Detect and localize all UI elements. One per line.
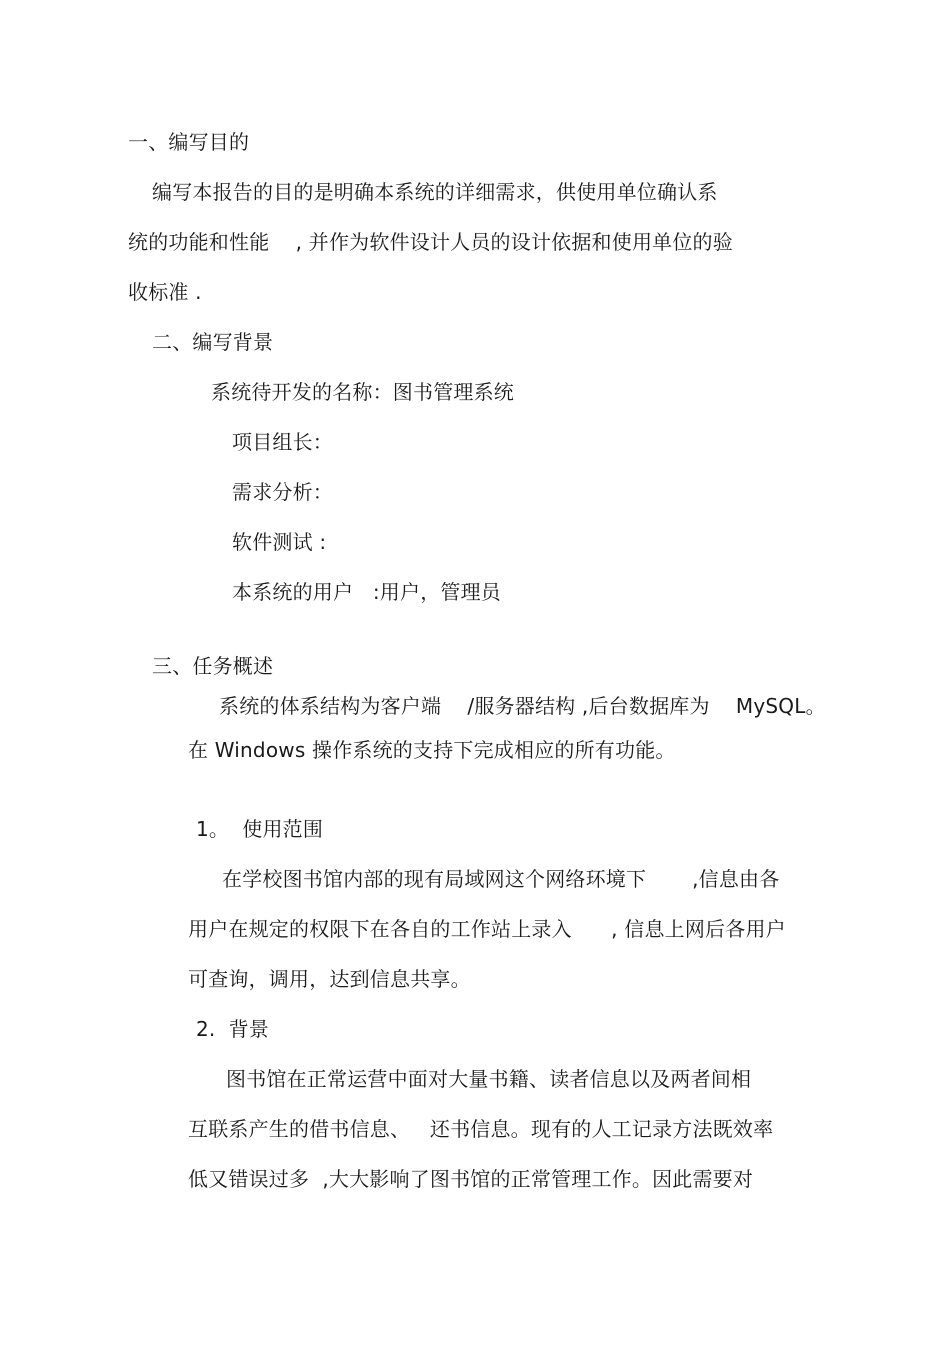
paragraph-line: 系统的体系结构为客户端 /服务器结构 ,后台数据库为 MySQL。 (219, 694, 826, 718)
paragraph-line: 低又错误过多 ,大大影响了图书馆的正常管理工作。因此需要对 (188, 1167, 754, 1191)
paragraph-line: 互联系产生的借书信息、 还书信息。现有的人工记录方法既效率 (188, 1117, 774, 1141)
paragraph-line: 在学校图书馆内部的现有局域网这个网络环境下 ,信息由各 (222, 867, 780, 891)
subsection-heading-background: 2. 背景 (196, 1017, 269, 1041)
paragraph-line: 统的功能和性能 , 并作为软件设计人员的设计依据和使用单位的验 (128, 230, 733, 254)
paragraph-line: 图书馆在正常运营中面对大量书籍、读者信息以及两者间相 (226, 1067, 752, 1091)
section-heading-purpose: 一、编写目的 (128, 130, 250, 154)
paragraph-line: 编写本报告的目的是明确本系统的详细需求，供使用单位确认系 (152, 180, 718, 204)
paragraph-line: 可查询，调用，达到信息共享。 (188, 967, 471, 991)
system-name-line: 系统待开发的名称：图书管理系统 (211, 380, 514, 404)
section-heading-overview: 三、任务概述 (152, 654, 274, 678)
software-testing-line: 软件测试 : (232, 530, 327, 554)
system-users-line: 本系统的用户 :用户，管理员 (232, 580, 502, 604)
paragraph-line: 收标准 . (128, 280, 202, 304)
section-heading-background: 二、编写背景 (152, 330, 274, 354)
paragraph-line: 在 Windows 操作系统的支持下完成相应的所有功能。 (188, 738, 676, 762)
subsection-heading-scope: 1。 使用范围 (196, 817, 324, 841)
project-leader-line: 项目组长： (232, 430, 333, 454)
requirements-analysis-line: 需求分析： (232, 480, 333, 504)
paragraph-line: 用户在规定的权限下在各自的工作站上录入 , 信息上网后各用户 (188, 917, 786, 941)
